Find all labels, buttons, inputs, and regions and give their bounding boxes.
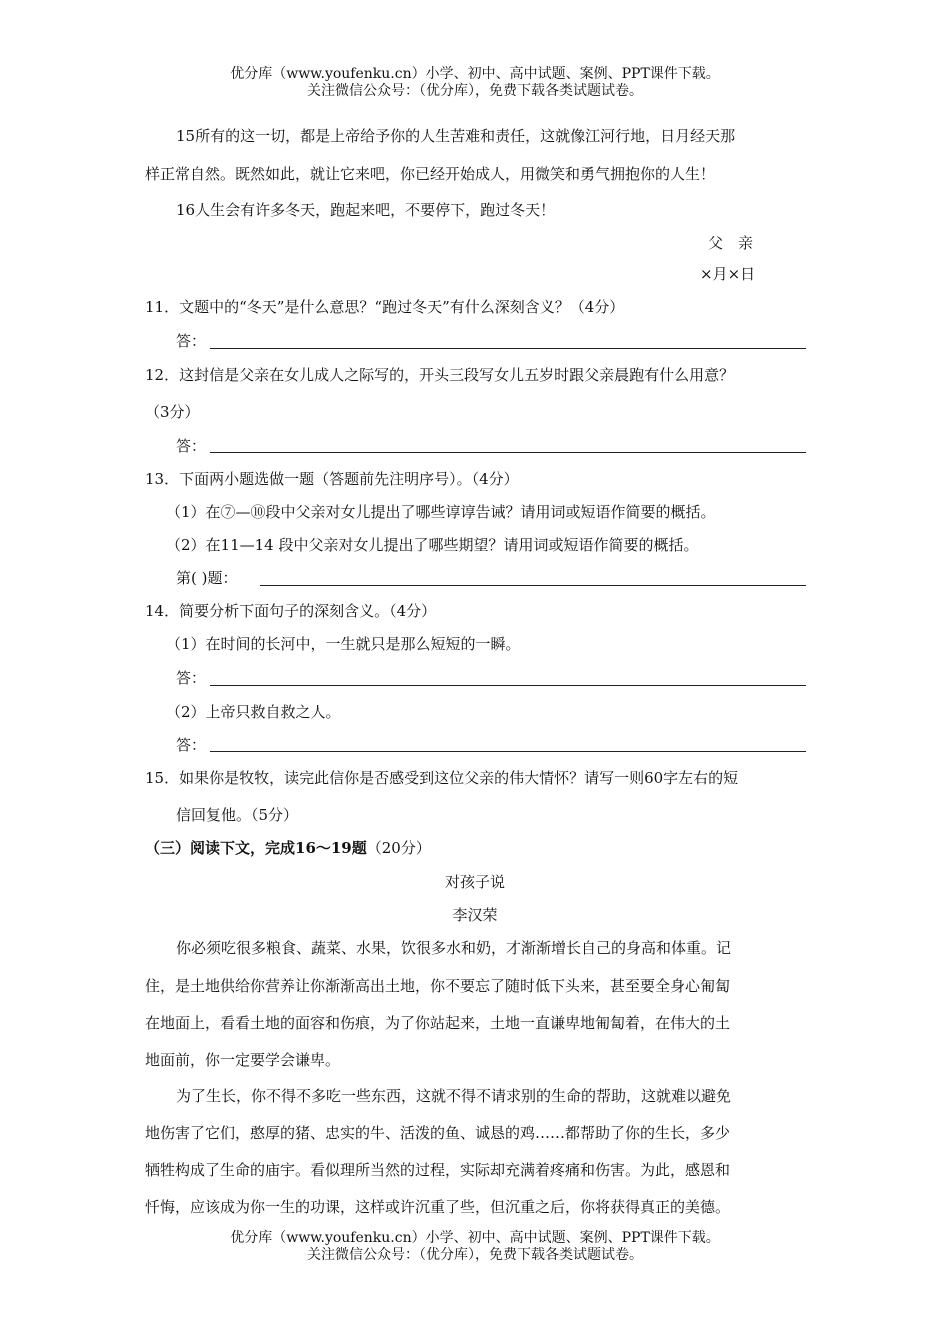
article-p1-line4: 地面前，你一定要学会谦卑。 — [145, 1051, 341, 1069]
letter-signature: 父 亲 — [708, 234, 754, 252]
question-14: 14．简要分析下面句子的深刻含义。（4分） — [145, 602, 437, 620]
question-11-answer-line[interactable] — [210, 348, 806, 349]
letter-paragraph-15b: 样正常自然。既然如此，就让它来吧，你已经开始成人，用微笑和勇气拥抱你的人生！ — [145, 165, 716, 183]
article-p1-line3: 在地面上，看看土地的面容和伤痕，为了你站起来，土地一直谦卑地匍匐着，在伟大的土 — [145, 1014, 731, 1032]
page-header-line2: 关注微信公众号：（优分库），免费下载各类试题试卷。 — [307, 83, 643, 99]
question-12-line1: 12．这封信是父亲在女儿成人之际写的，开头三段写女儿五岁时跟父亲晨跑有什么用意？ — [145, 366, 735, 384]
question-13-option-1: （1）在⑦—⑩段中父亲对女儿提出了哪些谆谆告诫？请用词或短语作简要的概括。 — [166, 503, 716, 521]
letter-date: ×月×日 — [700, 265, 756, 283]
question-11-answer-label: 答： — [176, 332, 207, 350]
question-15-line2: 信回复他。（5分） — [176, 806, 299, 824]
article-p2-line1: 为了生长，你不得不多吃一些东西，这就不得不请求别的生命的帮助，这就难以避免 — [176, 1087, 732, 1105]
page-footer-line2: 关注微信公众号：（优分库），免费下载各类试题试卷。 — [307, 1247, 643, 1263]
question-13-answer-label: 第( )题： — [176, 569, 238, 587]
section-3-heading-text: （三）阅读下文，完成16～19题 — [145, 839, 367, 857]
question-13: 13．下面两小题选做一题（答题前先注明序号）。（4分） — [145, 470, 519, 488]
question-14-2-answer-label: 答： — [176, 736, 207, 754]
article-p2-line4: 忏悔，应该成为你一生的功课，这样或许沉重了些，但沉重之后，你将获得真正的美德。 — [145, 1198, 731, 1216]
article-p1-line1: 你必须吃很多粮食、蔬菜、水果，饮很多水和奶，才渐渐增长自己的身高和体重。记 — [176, 939, 732, 957]
question-13-answer-line[interactable] — [260, 585, 806, 586]
letter-paragraph-15a: 15所有的这一切，都是上帝给予你的人生苦难和责任，这就像江河行地，日月经天那 — [176, 127, 736, 145]
question-11: 11．文题中的“冬天”是什么意思？“跑过冬天”有什么深刻含义？（4分） — [145, 298, 625, 316]
letter-paragraph-16: 16人生会有许多冬天，跑起来吧，不要停下，跑过冬天！ — [176, 201, 556, 219]
article-title: 对孩子说 — [444, 873, 505, 891]
article-p1-line2: 住，是土地供给你营养让你渐渐高出土地，你不要忘了随时低下头来，甚至要全身心匍匐 — [145, 977, 731, 995]
section-3-score: （20分） — [366, 839, 431, 857]
article-author: 李汉荣 — [452, 906, 498, 924]
section-3-heading — [145, 838, 431, 858]
page-header-line1: 优分库（www.youfenku.cn）小学、初中、高中试题、案例、PPT课件下载。 — [230, 66, 720, 82]
question-12-answer-label: 答： — [176, 437, 207, 455]
question-12-answer-line[interactable] — [210, 452, 806, 453]
question-14-1-answer-label: 答： — [176, 669, 207, 687]
question-14-2-answer-line[interactable] — [210, 751, 806, 752]
article-p2-line3: 牺牲构成了生命的庙宇。看似理所当然的过程，实际却充满着疼痛和伤害。为此，感恩和 — [145, 1161, 731, 1179]
article-p2-line2: 地伤害了它们，憨厚的猪、忠实的牛、活泼的鱼、诚恳的鸡……都帮助了你的生长，多少 — [145, 1124, 731, 1142]
question-13-option-2: （2）在11—14 段中父亲对女儿提出了哪些期望？请用词或短语作简要的概括。 — [166, 536, 699, 554]
page-footer-line1: 优分库（www.youfenku.cn）小学、初中、高中试题、案例、PPT课件下载。 — [230, 1230, 720, 1246]
question-14-item-1: （1）在时间的长河中，一生就只是那么短短的一瞬。 — [166, 635, 521, 653]
question-15-line1: 15．如果你是牧牧，读完此信你是否感受到这位父亲的伟大情怀？请写一则60字左右的短 — [145, 769, 739, 787]
question-14-item-2: （2）上帝只救自救之人。 — [166, 703, 341, 721]
question-14-1-answer-line[interactable] — [210, 685, 806, 686]
question-12-line2: （3分） — [145, 403, 200, 421]
